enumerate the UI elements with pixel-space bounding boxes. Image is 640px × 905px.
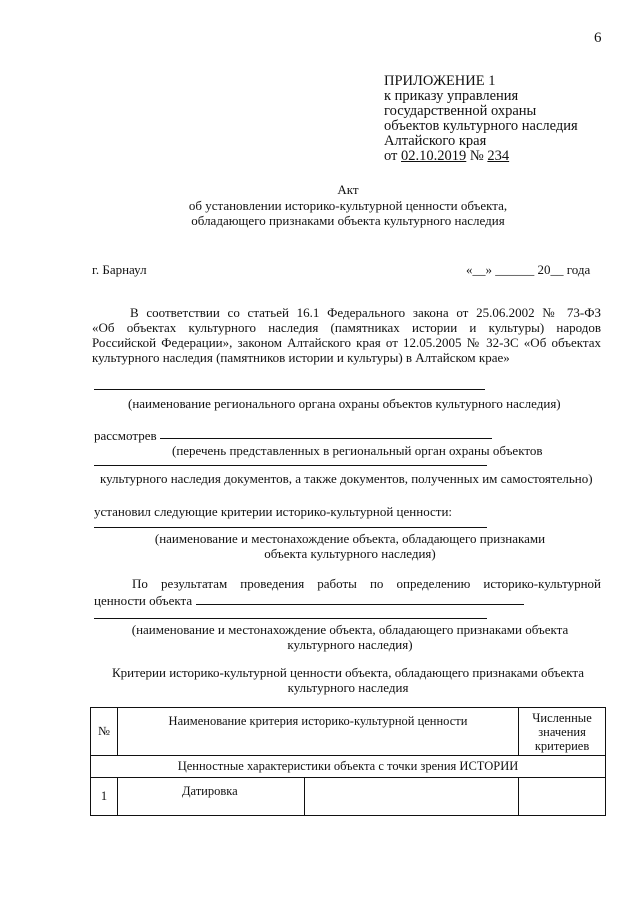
- table-row: [91, 778, 606, 816]
- hint-object-2-line: (наименование и местонахождение объекта, обладающего признаками объекта: [131, 622, 569, 637]
- reviewed-label: рассмотрев: [94, 428, 157, 443]
- col-values-line: Численные: [532, 710, 592, 725]
- appendix-number: 234: [487, 148, 510, 164]
- appendix-date-prefix: от: [384, 148, 398, 164]
- table-section-row: [91, 756, 606, 778]
- row-number: 1: [91, 778, 118, 816]
- blank-line-object-2: [94, 618, 487, 619]
- blank-line-documents-2: [94, 465, 487, 466]
- results-line-2: ценности объекта: [94, 593, 193, 608]
- criteria-table: [90, 707, 606, 816]
- hint-documents-1: (перечень представленных в региональный орган охраны объектов: [172, 443, 543, 458]
- intro-paragraph: [92, 305, 601, 365]
- date-blank: «__» ______ 20__ года: [466, 262, 591, 277]
- hint-object-2: [120, 622, 580, 652]
- hint-object-2-line: культурного наследия): [287, 637, 413, 652]
- hint-object-1: [130, 531, 570, 561]
- criteria-heading-line: Критерии историко-культурной ценности объекта, обладающего признаками объекта: [111, 665, 585, 680]
- page-number: 6: [594, 30, 602, 46]
- section-history: Ценностные характеристики объекта с точки зрения ИСТОРИИ: [91, 756, 606, 778]
- appendix-title: ПРИЛОЖЕНИЕ 1: [384, 73, 496, 89]
- blank-line-results: [196, 604, 524, 605]
- intro-line: Российской Федерации», законом Алтайского края от 12.05.2005 № 32-ЗС «Об объектах: [92, 335, 601, 350]
- act-heading: [90, 182, 606, 228]
- appendix-date-line: [384, 149, 578, 164]
- col-name-header: Наименование критерия историко-культурной ценности: [117, 708, 518, 756]
- appendix-block: [384, 74, 578, 164]
- intro-line: «Об объектах культурного наследия (памятниках истории и культуры) народов: [92, 320, 601, 335]
- row-value-cell: [519, 778, 606, 816]
- appendix-line: к приказу управления: [384, 88, 519, 104]
- hint-object-1-line: объекта культурного наследия): [264, 546, 436, 561]
- criteria-heading-line: культурного наследия: [287, 680, 409, 695]
- blank-line-authority: [94, 389, 485, 390]
- established-label: установил следующие критерии историко-культурной ценности:: [94, 504, 453, 519]
- act-subtitle-line: об установлении историко-культурной ценности объекта,: [188, 198, 508, 213]
- hint-authority: (наименование регионального органа охраны объектов культурного наследия): [128, 396, 561, 411]
- hint-object-1-line: (наименование и местонахождение объекта, обладающего признаками: [154, 531, 546, 546]
- results-line-1: По результатам проведения работы по определению историко-культурной: [132, 576, 601, 591]
- place-label: г. Барнаул: [92, 262, 147, 277]
- appendix-line: объектов культурного наследия: [384, 118, 578, 134]
- col-values-line: значения: [538, 724, 586, 739]
- intro-line: культурного наследия (памятников истории и культуры) в Алтайском крае»: [92, 350, 510, 365]
- col-values-header: [519, 708, 606, 756]
- blank-line-documents: [160, 438, 492, 439]
- appendix-number-sign: №: [469, 148, 484, 164]
- appendix-date: 02.10.2019: [401, 148, 467, 164]
- row-empty-cell: [304, 778, 518, 816]
- criteria-heading: [92, 665, 604, 695]
- act-subtitle-line: обладающего признаками объекта культурного наследия: [191, 213, 505, 228]
- row-criterion-name: Датировка: [117, 778, 304, 816]
- act-title: Акт: [337, 182, 359, 197]
- appendix-line: Алтайского края: [384, 133, 487, 149]
- blank-line-object: [94, 527, 487, 528]
- intro-line: В соответствии со статьей 16.1 Федерального закона от 25.06.2002 № 73-ФЗ: [130, 305, 601, 320]
- col-values-line: критериев: [534, 738, 590, 753]
- hint-documents-2: культурного наследия документов, а также документов, полученных им самостоятельно): [100, 471, 593, 486]
- appendix-line: государственной охраны: [384, 103, 537, 119]
- col-no-header: №: [91, 708, 118, 756]
- table-header-row: [91, 708, 606, 756]
